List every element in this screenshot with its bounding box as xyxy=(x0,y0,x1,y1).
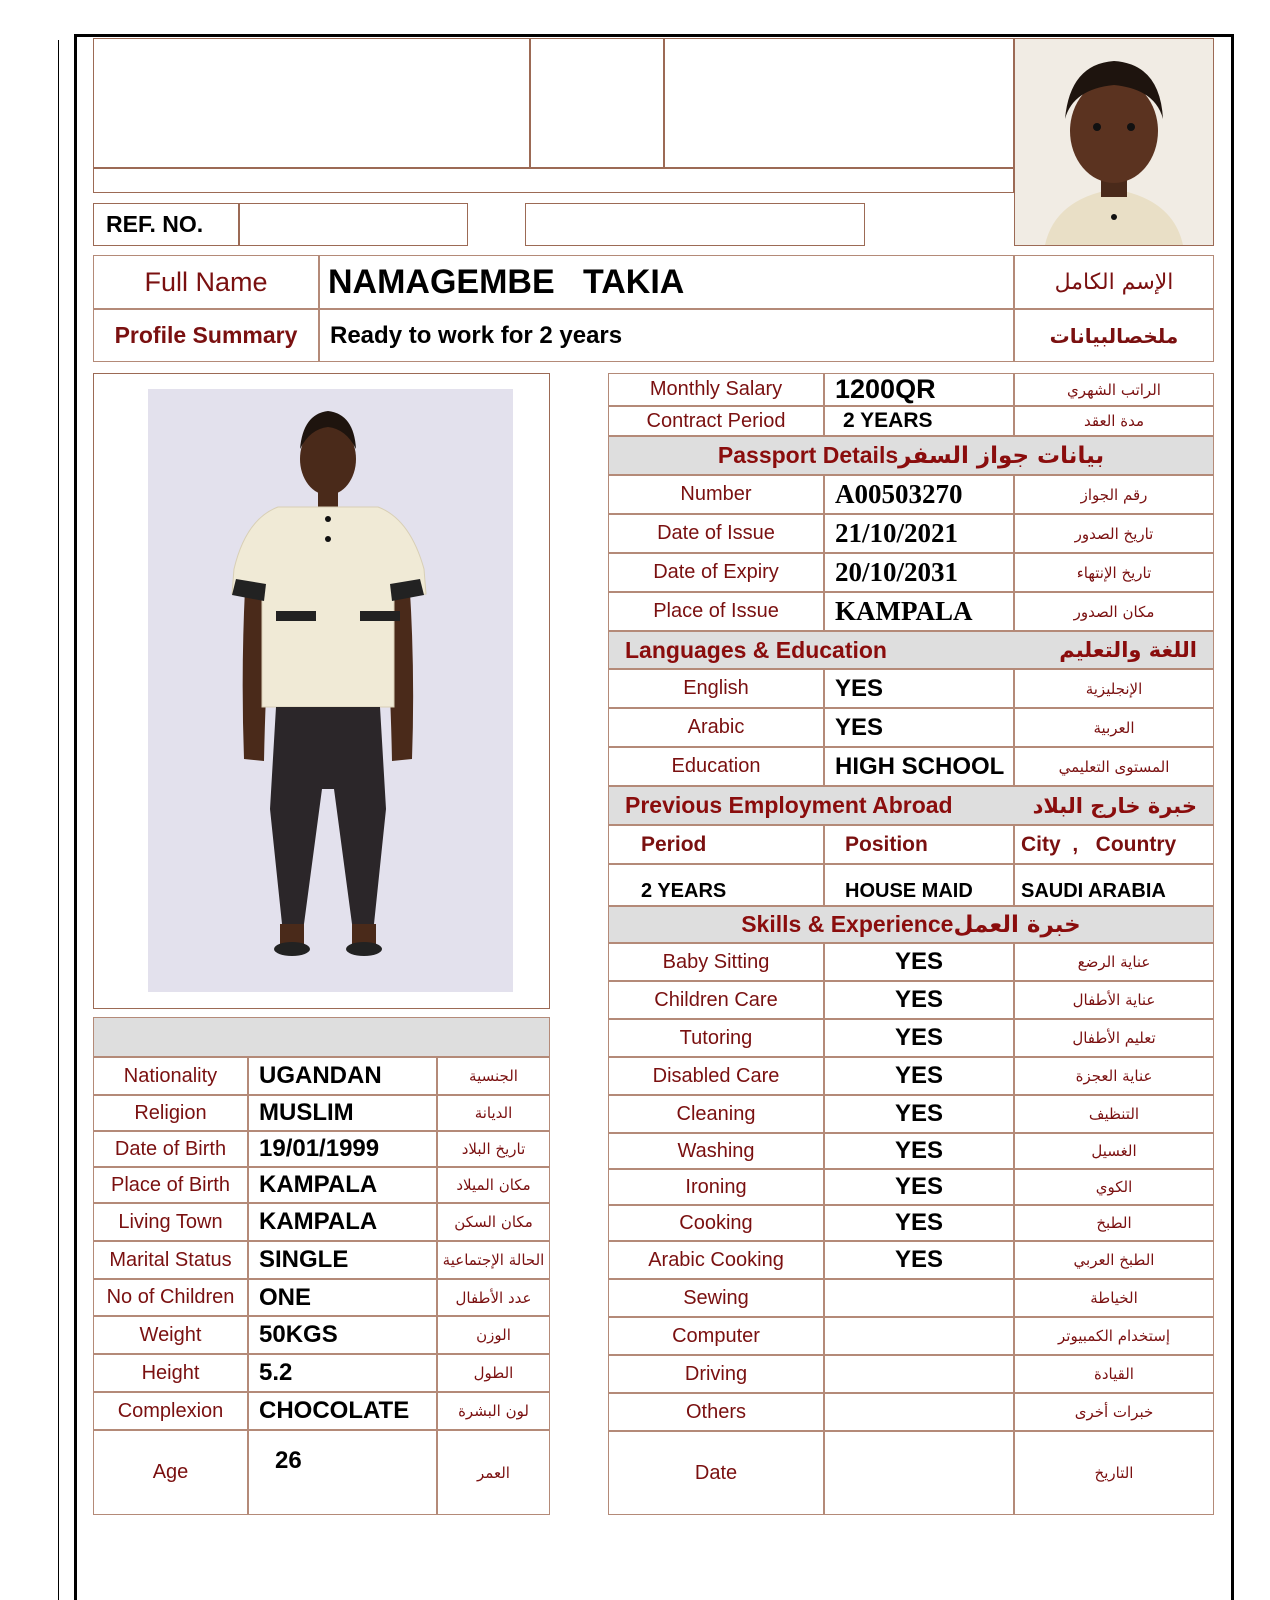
page-edge-left xyxy=(58,40,59,1600)
employment-position: HOUSE MAID xyxy=(824,864,1014,906)
skill-row-label: Cleaning xyxy=(608,1095,824,1133)
language-row-label-ar: العربية xyxy=(1014,708,1214,747)
profile-summary-label-ar: ملخصالبيانات xyxy=(1014,309,1214,362)
personal-label: Date of Birth xyxy=(93,1131,248,1167)
profile-summary-value: Ready to work for 2 years xyxy=(319,309,1014,362)
personal-value: KAMPALA xyxy=(248,1203,437,1241)
personal-value: ONE xyxy=(248,1279,437,1316)
skill-row-label-ar: الطبخ العربي xyxy=(1014,1241,1214,1279)
monthly-salary-label-ar: الراتب الشهري xyxy=(1014,373,1214,406)
contract-period-label-ar: مدة العقد xyxy=(1014,406,1214,436)
passport-row-value: KAMPALA xyxy=(824,592,1014,631)
skill-row-value: YES xyxy=(824,1205,1014,1241)
age-label: Age xyxy=(93,1430,248,1515)
employment-location: SAUDI ARABIA xyxy=(1014,864,1214,906)
date-label-ar: التاريخ xyxy=(1014,1431,1214,1515)
ref-no-field xyxy=(239,203,468,246)
skill-row-value xyxy=(824,1393,1014,1431)
language-row-label-ar: المستوى التعليمي xyxy=(1014,747,1214,786)
skill-row-value: YES xyxy=(824,1241,1014,1279)
contract-period-value: 2 YEARS xyxy=(824,406,1014,436)
skill-row-label-ar: إستخدام الكمبيوتر xyxy=(1014,1317,1214,1355)
employment-col-period: Period xyxy=(608,825,824,864)
skill-row-label-ar: عناية الرضع xyxy=(1014,943,1214,981)
passport-row-value: A00503270 xyxy=(824,475,1014,514)
skill-row-value xyxy=(824,1279,1014,1317)
personal-label: Weight xyxy=(93,1316,248,1354)
date-label: Date xyxy=(608,1431,824,1515)
employment-period: 2 YEARS xyxy=(608,864,824,906)
monthly-salary-value: 1200QR xyxy=(824,373,1014,406)
full-name-label: Full Name xyxy=(93,255,319,309)
passport-row-value: 21/10/2021 xyxy=(824,514,1014,553)
personal-label: Nationality xyxy=(93,1057,248,1095)
skills-header-en: Skills & Experience xyxy=(741,911,954,937)
skill-row-value: YES xyxy=(824,981,1014,1019)
skill-row-label: Driving xyxy=(608,1355,824,1393)
ref-no-field-2 xyxy=(525,203,865,246)
personal-value: MUSLIM xyxy=(248,1095,437,1131)
language-row-value: YES xyxy=(824,669,1014,708)
passport-row-label-ar: تاريخ الصدور xyxy=(1014,514,1214,553)
employment-col-location: City , Country xyxy=(1014,825,1214,864)
personal-label: Height xyxy=(93,1354,248,1392)
skill-row-label-ar: الكوي xyxy=(1014,1169,1214,1205)
personal-label-ar: مكان الميلاد xyxy=(437,1167,550,1203)
age-value: 26 xyxy=(248,1430,437,1515)
full-name-label-ar: الإسم الكامل xyxy=(1014,255,1214,309)
personal-label: Complexion xyxy=(93,1392,248,1430)
personal-value: 19/01/1999 xyxy=(248,1131,437,1167)
full-body-photo xyxy=(148,389,513,992)
header-box-3 xyxy=(664,38,1014,168)
personal-header-bar xyxy=(93,1017,550,1057)
personal-label-ar: مكان السكن xyxy=(437,1203,550,1241)
skill-row-label: Ironing xyxy=(608,1169,824,1205)
skill-row-value: YES xyxy=(824,1169,1014,1205)
personal-label: Place of Birth xyxy=(93,1167,248,1203)
skill-row-label-ar: الخياطة xyxy=(1014,1279,1214,1317)
skill-row-label: Children Care xyxy=(608,981,824,1019)
headshot-photo xyxy=(1014,38,1214,246)
passport-row-value: 20/10/2031 xyxy=(824,553,1014,592)
personal-label-ar: الطول xyxy=(437,1354,550,1392)
personal-value: KAMPALA xyxy=(248,1167,437,1203)
passport-row-label-ar: رقم الجواز xyxy=(1014,475,1214,514)
personal-label-ar: عدد الأطفال xyxy=(437,1279,550,1316)
personal-value: UGANDAN xyxy=(248,1057,437,1095)
full-name-value: NAMAGEMBE TAKIA xyxy=(319,255,1014,309)
skill-row-label: Baby Sitting xyxy=(608,943,824,981)
skills-header-ar: خبرة العمل xyxy=(953,911,1081,938)
language-row-value: YES xyxy=(824,708,1014,747)
passport-header-en: Passport Details xyxy=(717,442,899,468)
skill-row-label-ar: الغسيل xyxy=(1014,1133,1214,1169)
languages-header-en: Languages & Education xyxy=(625,636,887,663)
profile-summary-label: Profile Summary xyxy=(93,309,319,362)
header-box-1 xyxy=(93,38,530,168)
skill-row-value: YES xyxy=(824,1019,1014,1057)
passport-row-label-ar: تاريخ الإنتهاء xyxy=(1014,553,1214,592)
personal-value: 5.2 xyxy=(248,1354,437,1392)
personal-label-ar: لون البشرة xyxy=(437,1392,550,1430)
personal-label: Living Town xyxy=(93,1203,248,1241)
personal-value: SINGLE xyxy=(248,1241,437,1279)
employment-header-en: Previous Employment Abroad xyxy=(625,792,953,818)
contract-period-label: Contract Period xyxy=(608,406,824,436)
skill-row-value: YES xyxy=(824,1057,1014,1095)
personal-label: Religion xyxy=(93,1095,248,1131)
passport-row-label-ar: مكان الصدور xyxy=(1014,592,1214,631)
skill-row-label: Disabled Care xyxy=(608,1057,824,1095)
passport-header xyxy=(608,436,1214,475)
age-label-ar: العمر xyxy=(437,1430,550,1515)
language-row-label: Arabic xyxy=(608,708,824,747)
skill-row-value: YES xyxy=(824,1095,1014,1133)
header-box-2 xyxy=(530,38,664,168)
skill-row-label: Others xyxy=(608,1393,824,1431)
language-row-value: HIGH SCHOOL xyxy=(824,747,1014,786)
skill-row-label: Washing xyxy=(608,1133,824,1169)
skill-row-label: Sewing xyxy=(608,1279,824,1317)
ref-no-label: REF. NO. xyxy=(93,203,239,246)
skill-row-value: YES xyxy=(824,943,1014,981)
passport-header-ar: بيانات جواز السفر xyxy=(898,442,1105,469)
skill-row-label: Arabic Cooking xyxy=(608,1241,824,1279)
skill-row-label-ar: عناية الأطفال xyxy=(1014,981,1214,1019)
personal-label-ar: الديانة xyxy=(437,1095,550,1131)
languages-header-ar: اللغة والتعليم xyxy=(1059,638,1197,662)
languages-header xyxy=(608,631,1214,669)
skills-header xyxy=(608,906,1214,943)
skill-row-label-ar: تعليم الأطفال xyxy=(1014,1019,1214,1057)
employment-col-position: Position xyxy=(824,825,1014,864)
skill-row-label-ar: الطبخ xyxy=(1014,1205,1214,1241)
passport-row-label: Number xyxy=(608,475,824,514)
date-value xyxy=(824,1431,1014,1515)
employment-header xyxy=(608,786,1214,825)
skill-row-value: YES xyxy=(824,1133,1014,1169)
skill-row-label-ar: القيادة xyxy=(1014,1355,1214,1393)
personal-label-ar: الوزن xyxy=(437,1316,550,1354)
language-row-label: English xyxy=(608,669,824,708)
skill-row-label-ar: خبرات أخرى xyxy=(1014,1393,1214,1431)
header-strip xyxy=(93,168,1014,193)
language-row-label: Education xyxy=(608,747,824,786)
employment-header-ar: خبرة خارج البلاد xyxy=(1032,793,1197,818)
skill-row-value xyxy=(824,1355,1014,1393)
personal-label-ar: الجنسية xyxy=(437,1057,550,1095)
personal-label: Marital Status xyxy=(93,1241,248,1279)
passport-row-label: Date of Issue xyxy=(608,514,824,553)
personal-label: No of Children xyxy=(93,1279,248,1316)
passport-row-label: Place of Issue xyxy=(608,592,824,631)
personal-label-ar: تاريخ البلاد xyxy=(437,1131,550,1167)
skill-row-label: Tutoring xyxy=(608,1019,824,1057)
personal-value: CHOCOLATE xyxy=(248,1392,437,1430)
passport-row-label: Date of Expiry xyxy=(608,553,824,592)
skill-row-label-ar: عناية العجزة xyxy=(1014,1057,1214,1095)
language-row-label-ar: الإنجليزية xyxy=(1014,669,1214,708)
personal-value: 50KGS xyxy=(248,1316,437,1354)
monthly-salary-label: Monthly Salary xyxy=(608,373,824,406)
personal-label-ar: الحالة الإجتماعية xyxy=(437,1241,550,1279)
skill-row-label: Computer xyxy=(608,1317,824,1355)
skill-row-label-ar: التنظيف xyxy=(1014,1095,1214,1133)
skill-row-value xyxy=(824,1317,1014,1355)
skill-row-label: Cooking xyxy=(608,1205,824,1241)
